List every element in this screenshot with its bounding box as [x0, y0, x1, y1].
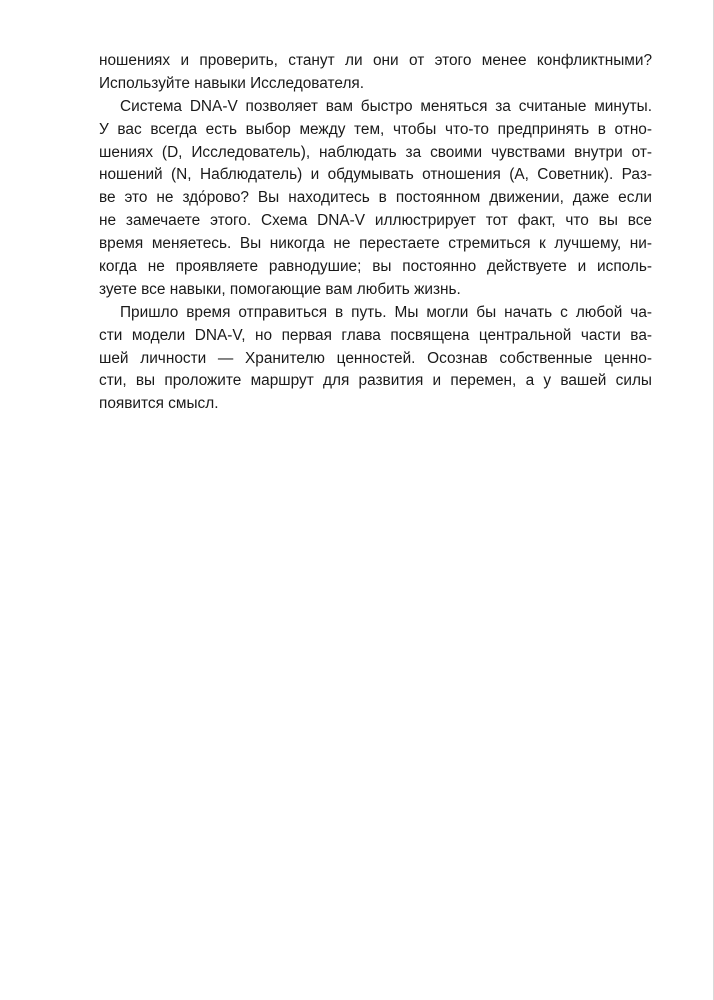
- text-line: Используйте навыки Исследователя.: [99, 74, 365, 92]
- text-line: ношениях и проверить, станут ли они от этого менее конфликтными?: [99, 52, 652, 69]
- text-line: Пришло время отправиться в путь. Мы могли бы начать с любой ча-: [120, 303, 652, 321]
- text-line: время меняетесь. Вы никогда не перестаете стремиться к лучшему, ни-: [99, 235, 652, 253]
- text-line: шениях (D, Исследователь), наблюдать за своими чувствами внутри от-: [99, 143, 652, 161]
- text-line: Система DNA-V позволяет вам быстро меняться за считаные минуты.: [120, 97, 652, 115]
- text-line: сти, вы проложите маршрут для развития и перемен, а у вашей силы: [99, 372, 652, 390]
- text-line: сти модели DNA-V, но первая глава посвящена центральной части ва-: [99, 326, 652, 344]
- text-line: шей личности — Хранителю ценностей. Осознав собственные ценно-: [99, 349, 652, 367]
- text-line: ношений (N, Наблюдатель) и обдумывать отношения (A, Советник). Раз-: [99, 166, 652, 184]
- paragraph-2: [99, 96, 652, 302]
- text-line: У вас всегда есть выбор между тем, чтобы что-то предпринять в отно-: [99, 120, 652, 138]
- paragraph-1: [99, 50, 652, 96]
- body-text: [99, 50, 652, 416]
- text-line: ве это не здо́рово? Вы находитесь в постоянном движении, даже если: [99, 189, 652, 207]
- text-line: не замечаете этого. Схема DNA-V иллюстрирует тот факт, что вы все: [99, 212, 652, 230]
- text-line: появится смысл.: [99, 395, 219, 413]
- paragraph-3: [99, 302, 652, 416]
- text-line: когда не проявляете равнодушие; вы постоянно действуете и исполь-: [99, 258, 652, 276]
- text-line: зуете все навыки, помогающие вам любить жизнь.: [99, 280, 461, 298]
